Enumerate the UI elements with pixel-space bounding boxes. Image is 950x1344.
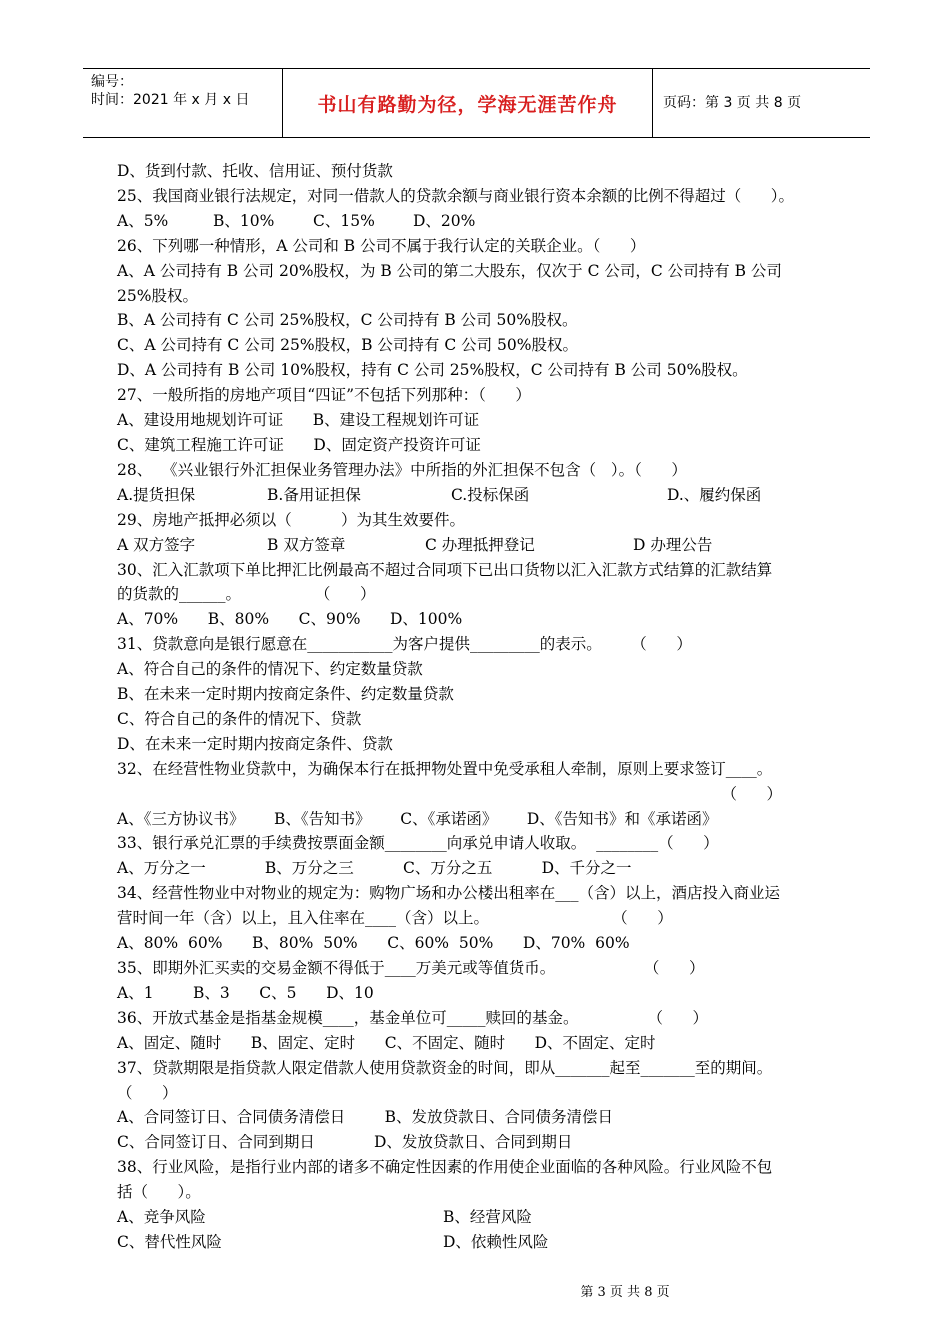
page-header — [83, 68, 870, 138]
option-d: D、依赖性风险 — [443, 1232, 549, 1251]
option-c: C.投标保函 — [451, 485, 530, 504]
question-32: 32、在经营性物业贷款中，为确保本行在抵押物处置中免受承租人牵制，原则上要求签订____。 — [117, 759, 773, 778]
question-35: 35、即期外汇买卖的交易金额不得低于____万美元或等值货币。 （ ） — [117, 959, 705, 977]
answer-bracket: （ ） — [721, 784, 782, 803]
option-a: A 双方签字 — [117, 535, 196, 554]
option-line: C、合同签订日、合同到期日 D、发放贷款日、合同到期日 — [117, 1133, 573, 1152]
question-36: 36、开放式基金是指基金规模____，基金单位可_____赎回的基金。 （ ） — [117, 1008, 709, 1027]
question-30-cont: 的货款的______。 （ ） — [117, 585, 376, 604]
options-32: A、《三方协议书》 B、《告知书》 C、《承诺函》 D、《告知书》和《承诺函》 — [117, 809, 718, 828]
option-b: B、10% — [213, 211, 275, 230]
options-34: A、80% 60% B、80% 50% C、60% 50% D、70% 60% — [117, 934, 630, 953]
question-26: 26、下列哪一种情形，A 公司和 B 公司不属于我行认定的关联企业。（ ） — [117, 236, 646, 255]
option-line: D、货到付款、托收、信用证、预付货款 — [117, 162, 393, 180]
option-line: A、符合自己的条件的情况下、约定数量贷款 — [117, 660, 423, 679]
page-footer — [0, 1281, 950, 1300]
header-motto-cell — [283, 69, 653, 137]
question-34-cont: 营时间一年（含）以上，且入住率在____（含）以上。 （ ） — [117, 909, 673, 928]
question-28: 28、 《兴业银行外汇担保业务管理办法》中所指的外汇担保不包含（ ）。（ ） — [117, 460, 687, 479]
options-36: A、固定、随时 B、固定、定时 C、不固定、随时 D、不固定、定时 — [117, 1033, 656, 1052]
option-a: A、5% — [117, 211, 169, 230]
header-meta — [83, 69, 283, 137]
options-25 — [117, 209, 842, 234]
option-line: C、符合自己的条件的情况下、贷款 — [117, 709, 362, 728]
question-body — [117, 159, 842, 1255]
option-c: C 办理抵押登记 — [425, 535, 535, 554]
options-29 — [117, 533, 842, 558]
question-33: 33、银行承兑汇票的手续费按票面金额________向承兑申请人收取。 ________（ ） — [117, 834, 719, 853]
question-38-cont: 括（ ）。 — [117, 1183, 201, 1202]
option-line: D、在未来一定时期内按商定条件、贷款 — [117, 734, 393, 753]
option-d: D 办理公告 — [633, 535, 713, 554]
question-25: 25、我国商业银行法规定，对同一借款人的贷款余额与商业银行资本余额的比例不得超过（ ）。 — [117, 186, 795, 205]
option-a: A、竞争风险 — [117, 1208, 206, 1227]
question-38: 38、行业风险，是指行业内部的诸多不确定性因素的作用使企业面临的各种风险。行业风险不包 — [117, 1158, 773, 1177]
question-29: 29、房地产抵押必须以（ ）为其生效要件。 — [117, 510, 465, 529]
options-33: A、万分之一 B、万分之三 C、万分之五 D、千分之一 — [117, 859, 632, 878]
option-line: 25%股权。 — [117, 286, 198, 305]
option-c: C、15% — [313, 211, 375, 230]
header-page-info: 页码：第 3 页 共 8 页 — [663, 95, 802, 111]
time-label: 时间：2021 年 x 月 x 日 — [91, 92, 250, 108]
option-b: B 双方签章 — [267, 535, 346, 554]
answer-bracket: （ ） — [117, 1083, 178, 1102]
question-27: 27、一般所指的房地产项目“四证”不包括下列那种：（ ） — [117, 386, 531, 405]
option-line: A、A 公司持有 B 公司 20%股权，为 B 公司的第二大股东，仅次于 C 公司，C 公司持有 B 公司 — [117, 261, 782, 280]
code-label: 编号： — [91, 74, 133, 90]
question-31: 31、贷款意向是银行愿意在___________为客户提供_________的表示。 （ ） — [117, 635, 692, 654]
option-line: C、A 公司持有 C 公司 25%股权，B 公司持有 C 公司 50%股权。 — [117, 336, 578, 355]
question-34: 34、经营性物业中对物业的规定为：购物广场和办公楼出租率在___（含）以上，酒店投入商业运 — [117, 884, 780, 903]
footer-page-number: 第 3 页 共 8 页 — [580, 1285, 670, 1300]
option-line: C、建筑工程施工许可证 D、固定资产投资许可证 — [117, 435, 481, 454]
option-line: A、合同签订日、合同债务清偿日 B、发放贷款日、合同债务清偿日 — [117, 1108, 614, 1127]
header-page-cell — [653, 69, 870, 137]
options-35: A、1 B、3 C、5 D、10 — [117, 983, 374, 1002]
option-line: D、A 公司持有 B 公司 10%股权，持有 C 公司 25%股权，C 公司持有 B 公司 50%股权。 — [117, 361, 748, 380]
option-line: A、建设用地规划许可证 B、建设工程规划许可证 — [117, 411, 480, 430]
option-line: B、A 公司持有 C 公司 25%股权，C 公司持有 B 公司 50%股权。 — [117, 311, 578, 330]
header-motto: 书山有路勤为径，学海无涯苦作舟 — [317, 93, 618, 116]
options-38-row1 — [117, 1205, 842, 1230]
option-a: A.提货担保 — [117, 485, 196, 504]
option-b: B、经营风险 — [443, 1208, 532, 1227]
option-line: B、在未来一定时期内按商定条件、约定数量贷款 — [117, 685, 454, 704]
option-c: C、替代性风险 — [117, 1232, 222, 1251]
option-d: D.、履约保函 — [667, 485, 762, 504]
options-38-row2 — [117, 1230, 842, 1255]
options-30: A、70% B、80% C、90% D、100% — [117, 610, 463, 629]
question-37: 37、贷款期限是指贷款人限定借款人使用贷款资金的时间，即从_______起至_______至的期间。 — [117, 1058, 773, 1077]
options-28 — [117, 483, 842, 508]
option-b: B.备用证担保 — [267, 485, 361, 504]
option-d: D、20% — [413, 211, 476, 230]
question-30: 30、汇入汇款项下单比押汇比例最高不超过合同项下已出口货物以汇入汇款方式结算的汇款结算 — [117, 560, 773, 579]
